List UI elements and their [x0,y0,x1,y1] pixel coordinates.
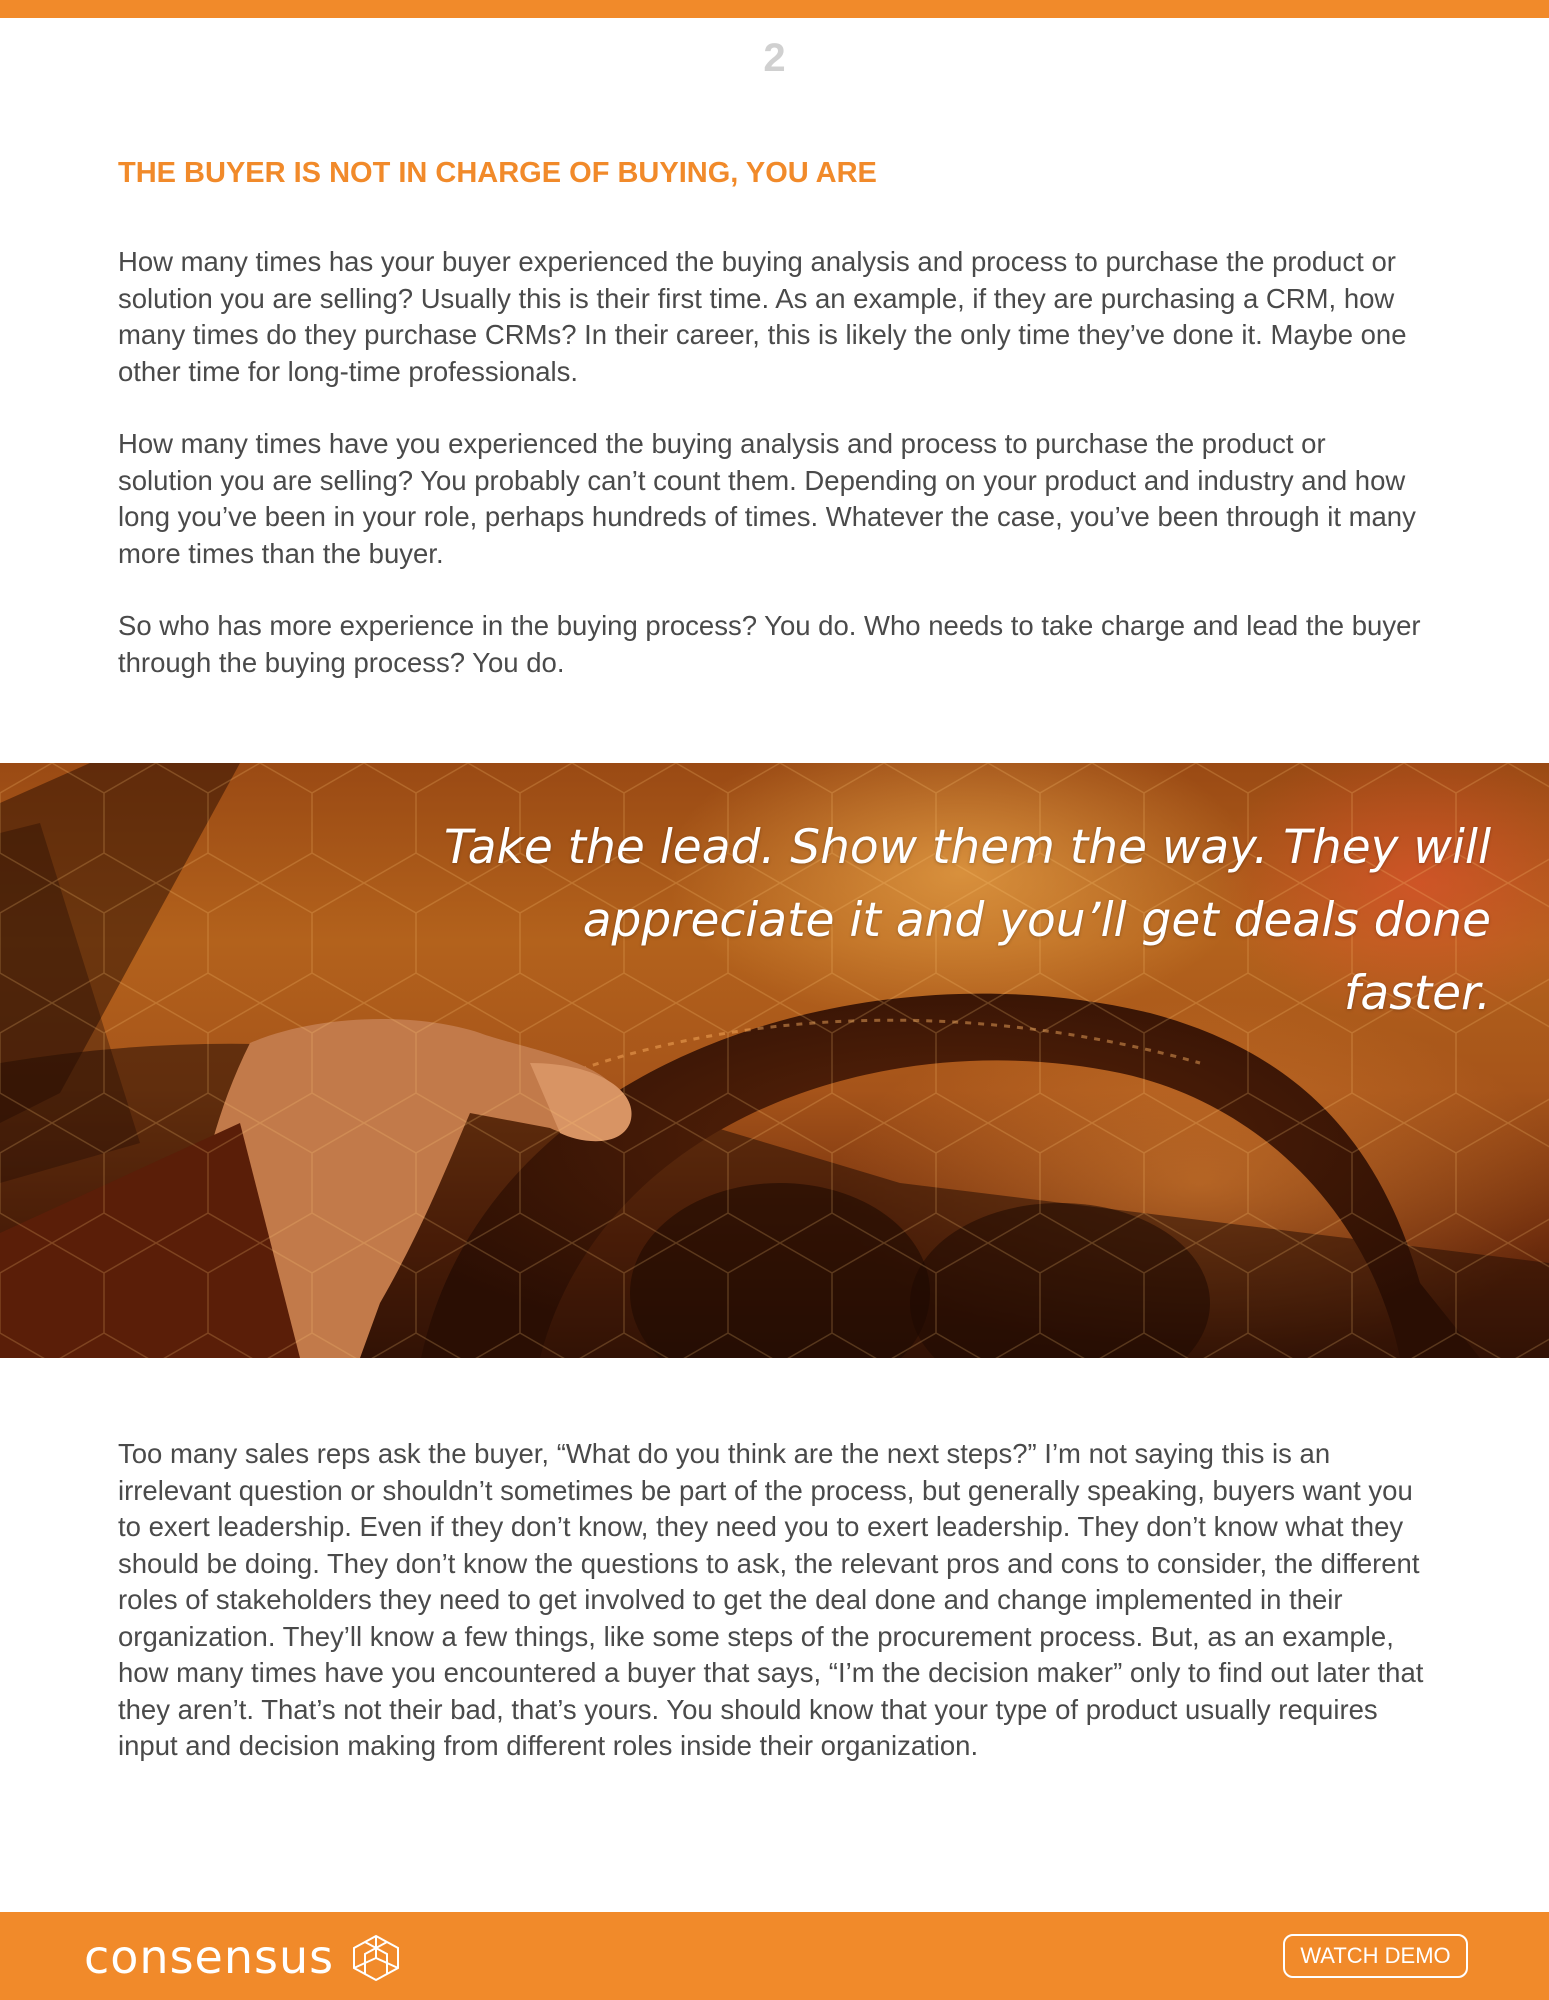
consensus-logo-icon[interactable] [350,1934,402,1982]
consensus-logo-text[interactable]: consensus [84,1930,335,1984]
body-paragraph-3: So who has more experience in the buying process? You do. Who needs to take charge and lead the buyer through the buying process? You do. [118,610,1421,678]
top-accent-bar [0,0,1549,18]
hero-quote-line-1: Take the lead. Show them the way. They will [444,820,1491,875]
hero-banner-steering-wheel [0,763,1549,1358]
page-number: 2 [763,36,786,80]
footer-bar [0,1912,1549,2000]
hero-quote-line-2: appreciate it and you’ll get deals done faster. [582,893,1491,1021]
closing-paragraph: Too many sales reps ask the buyer, “What do you think are the next steps?” I’m not saying this is an irrelevant question or shouldn’t sometimes be part of the process, but generally speaking, buyers want you to exert leadership. Even if they don’t know, they need you to exert leadership. They don’t know what they should be doing. They don’t know the questions to ask, the relevant pros and cons to consider, the different roles of stakeholders they need to get involved to get the deal done and change implemented in their organization. They’ll know a few things, like some steps of the procurement process. But, as an example, how many times have you encountered a buyer that says, “I’m the decision maker” only to find out later that they aren’t. That’s not their bad, that’s yours. You should know that your type of product usually requires input and decision making from different roles inside their organization. [118,1438,1424,1761]
body-paragraph-1: How many times has your buyer experienced the buying analysis and process to purchase the product or solution you are selling? Usually this is their first time. As an example, if they are purchasing a CRM, how many times do they purchase CRMs? In their career, this is likely the only time they’ve done it. Maybe one other time for long-time professionals. [118,246,1407,387]
body-paragraph-2: How many times have you experienced the buying analysis and process to purchase the product or solution you are selling? You probably can’t count them. Depending on your product and industry and how long you’ve been in your role, perhaps hundreds of times. Whatever the case, you’ve been through it many more times than the buyer. [118,428,1416,569]
watch-demo-button[interactable]: WATCH DEMO [1283,1934,1468,1978]
hero-quote [431,811,1491,1030]
section-heading: THE BUYER IS NOT IN CHARGE OF BUYING, YOU ARE [118,157,877,189]
